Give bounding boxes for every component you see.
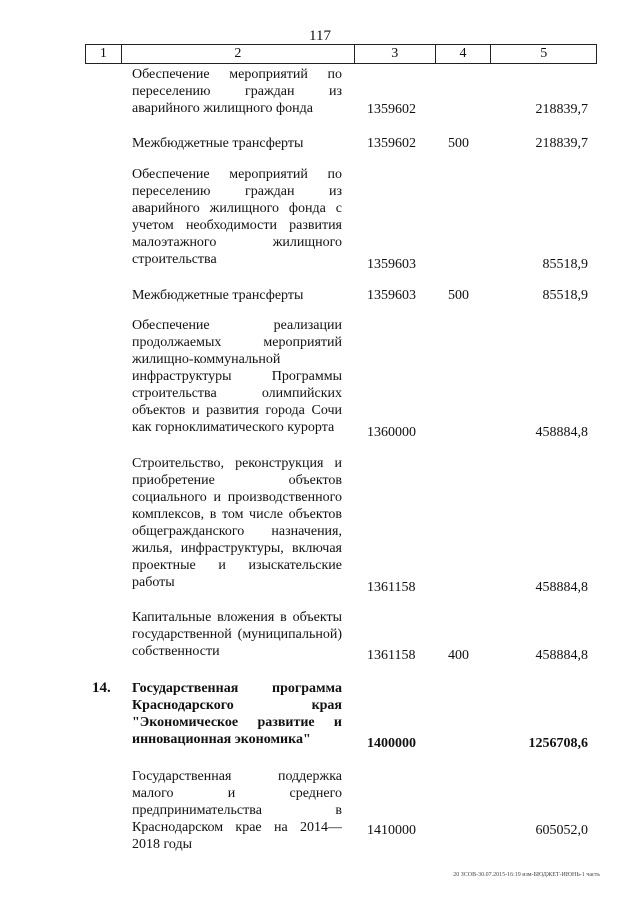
row-code: 1400000 (367, 736, 416, 751)
row-type: 500 (448, 136, 469, 151)
page-number: 117 (309, 28, 331, 44)
row-code: 1359602 (367, 102, 416, 117)
row-amount: 605052,0 (535, 823, 588, 838)
row-code: 1360000 (367, 425, 416, 440)
row-amount: 218839,7 (535, 102, 588, 117)
row-code: 1361158 (367, 580, 416, 595)
column-header-5: 5 (540, 46, 548, 61)
column-header-3: 3 (355, 45, 436, 63)
table-row-program (0, 680, 640, 752)
row-name: Государственная программа Краснодарского края "Экономическое развитие и инновационная экономика" (132, 681, 342, 747)
table-row (0, 166, 640, 273)
table-row (0, 66, 640, 118)
row-name: Межбюджетные трансферты (132, 288, 304, 303)
table-row (0, 768, 640, 852)
row-name: Капитальные вложения в объекты государственной (муниципальной) собственности (132, 610, 342, 659)
row-code: 1359603 (367, 257, 416, 272)
column-header-1: 1 (86, 45, 122, 63)
row-code: 1359602 (367, 136, 416, 151)
row-name: Строительство, реконструкция и приобретение объектов социального и производственного комплексов, в том числе объектов общегражданского назначения, жилья, инфраструктуры, включая проектные и изыскательские работы (132, 456, 342, 590)
row-name: Обеспечение реализации продолжаемых мероприятий жилищно-коммунальной инфраструктуры Программы строительства олимпийских объектов и развития города Сочи как горноклиматического курорта (132, 318, 342, 435)
footer-doc-id: 20 ЗСОВ-30.07.2015-16:19 изм-БЮДЖЕТ-ИЮНЬ-1 часть (453, 872, 600, 878)
row-type: 400 (448, 648, 469, 663)
row-amount: 218839,7 (535, 136, 588, 151)
row-amount: 1256708,6 (528, 736, 588, 751)
row-amount: 458884,8 (535, 580, 588, 595)
column-header-4: 4 (436, 45, 492, 63)
row-code: 1410000 (367, 823, 416, 838)
column-header-row (85, 44, 597, 64)
table-row (0, 135, 640, 152)
row-amount: 458884,8 (535, 425, 588, 440)
row-name: Обеспечение мероприятий по переселению граждан из аварийного жилищного фонда (132, 67, 342, 116)
column-header-2: 2 (122, 45, 355, 63)
row-name: Обеспечение мероприятий по переселению граждан из аварийного жилищного фонда с учетом необходимости развития малоэтажного жилищного строительства (132, 167, 342, 267)
row-amount: 85518,9 (542, 257, 588, 272)
row-type: 500 (448, 288, 469, 303)
row-name: Государственная поддержка малого и среднего предпринимательства в Краснодарском крае на 2014—2018 годы (132, 769, 342, 852)
row-code: 1361158 (367, 648, 416, 663)
table-row (0, 287, 640, 304)
row-code: 1359603 (367, 288, 416, 303)
table-row (0, 455, 640, 596)
row-amount: 85518,9 (542, 288, 588, 303)
table-row (0, 317, 640, 441)
row-number: 14. (92, 680, 111, 696)
table-row (0, 609, 640, 664)
row-amount: 458884,8 (535, 648, 588, 663)
row-name: Межбюджетные трансферты (132, 136, 304, 151)
